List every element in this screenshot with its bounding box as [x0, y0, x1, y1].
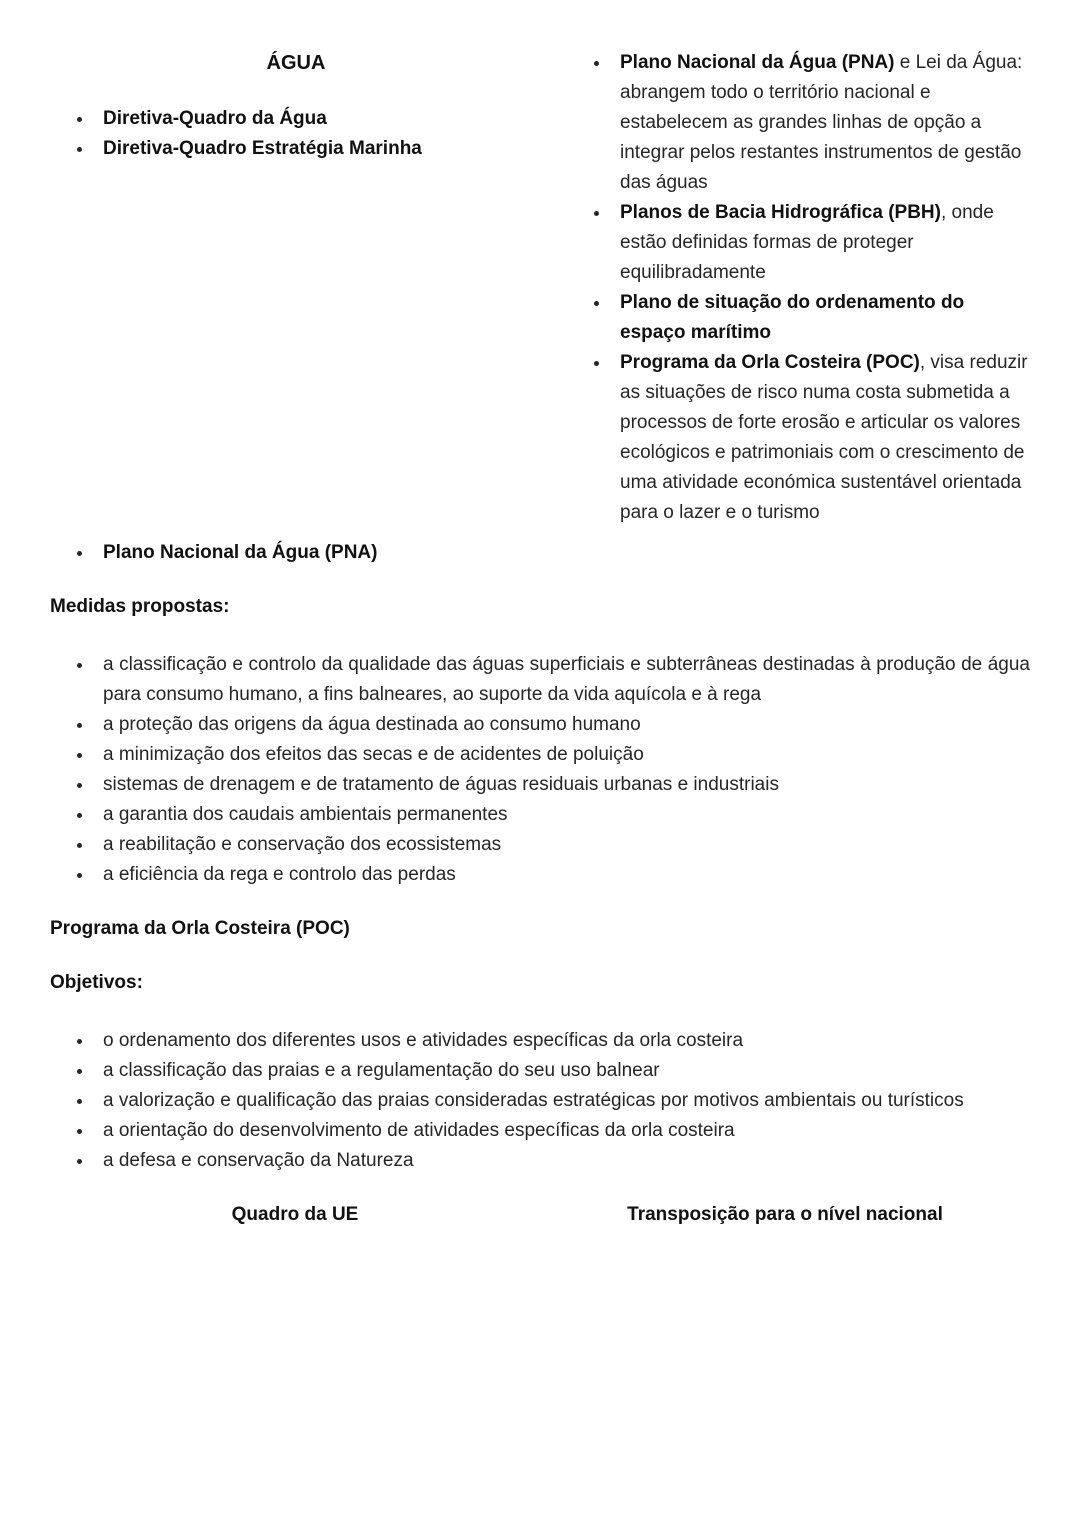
list-item: [94, 104, 542, 134]
list-item: • a classificação das praias e a regulamentação do seu uso balnear: [94, 1056, 1030, 1086]
list-item: • a eficiência da rega e controlo das perdas: [94, 860, 1030, 890]
directive-label: Diretiva-Quadro Estratégia Marinha: [103, 138, 422, 159]
list-item: • a proteção das origens da água destinada ao consumo humano: [94, 710, 1030, 740]
right-column: [567, 48, 1032, 528]
objetivos-heading: Objetivos:: [50, 972, 143, 993]
list-item: [94, 134, 542, 164]
pna-label: Plano Nacional da Água (PNA): [103, 542, 378, 563]
plan-description: e Lei da Água: abrangem todo o território nacional e estabelecem as grandes linhas de opção a integrar pelos restantes instrumentos de gestão das águas: [620, 52, 1023, 193]
list-item: • a reabilitação e conservação dos ecossistemas: [94, 830, 1030, 860]
objetivos-list: [50, 1026, 1030, 1176]
plan-name: Planos de Bacia Hidrográfica (PBH): [620, 202, 941, 223]
poc-heading: Programa da Orla Costeira (POC): [50, 918, 350, 939]
plan-name: Plano de situação do ordenamento do espaço marítimo: [620, 292, 965, 343]
table-header-transposicao: Transposição para o nível nacional: [627, 1204, 943, 1225]
list-item: • a defesa e conservação da Natureza: [94, 1146, 1030, 1176]
national-plans-list: [567, 48, 1032, 528]
directive-label: Diretiva-Quadro da Água: [103, 108, 327, 129]
list-item: [611, 288, 1032, 348]
list-item: [611, 348, 1032, 528]
left-column: [50, 48, 542, 164]
list-item: • a orientação do desenvolvimento de atividades específicas da orla costeira: [94, 1116, 1030, 1146]
plan-description: , onde estão definidas formas de proteger equilibradamente: [620, 202, 994, 283]
list-item: • o ordenamento dos diferentes usos e atividades específicas da orla costeira: [94, 1026, 1030, 1056]
list-item: • sistemas de drenagem e de tratamento de águas residuais urbanas e industriais: [94, 770, 1030, 800]
medidas-propostas-heading: Medidas propostas:: [50, 596, 230, 617]
pna-bullet-list: [50, 538, 1030, 568]
top-two-column-section: [50, 48, 1030, 528]
section-title-agua: ÁGUA: [266, 52, 326, 74]
list-item: • a classificação e controlo da qualidade das águas superficiais e subterrâneas destinadas à produção de água para consumo humano, a fins balneares, ao suporte da vida aquícola e à rega: [94, 650, 1030, 710]
list-item: • a garantia dos caudais ambientais permanentes: [94, 800, 1030, 830]
eu-directives-list: [50, 104, 542, 164]
plan-description: , visa reduzir as situações de risco numa costa submetida a processos de forte erosão e articular os valores ecológicos e patrimoniais com o crescimento de uma atividade económica sustentável orientada para o lazer e o turismo: [620, 352, 1028, 523]
plan-name: Plano Nacional da Água (PNA): [620, 52, 895, 73]
list-item: [94, 538, 1030, 568]
list-item: [611, 198, 1032, 288]
list-item: • a minimização dos efeitos das secas e de acidentes de poluição: [94, 740, 1030, 770]
list-item: [611, 48, 1032, 198]
list-item: • a valorização e qualificação das praias consideradas estratégicas por motivos ambientais ou turísticos: [94, 1086, 1030, 1116]
medidas-list: [50, 650, 1030, 890]
table-header-quadro-ue: Quadro da UE: [231, 1204, 359, 1225]
plan-name: Programa da Orla Costeira (POC): [620, 352, 920, 373]
table-header-row: [50, 1200, 1030, 1230]
